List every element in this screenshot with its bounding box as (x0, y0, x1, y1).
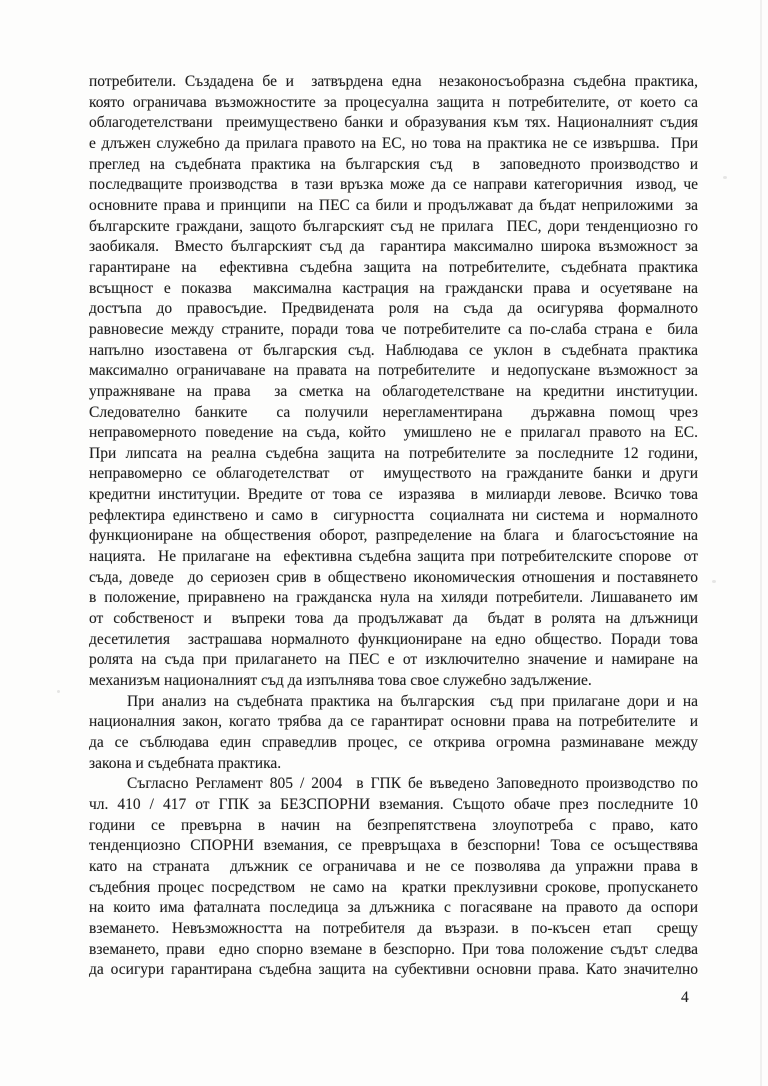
paragraph (89, 774, 698, 981)
document-text-block (89, 72, 698, 981)
text-line: националния закон, когато трябва да се гарантират основни права на потребителите и (89, 713, 698, 731)
paragraph (89, 72, 698, 692)
text-line: неправомерно се облагодетелстват от имуществото на гражданите банки и други (89, 465, 698, 483)
text-line: функциониране на обществения оборот, разпределение на блага и благосъстояние на (89, 527, 698, 545)
text-line: достъпа до правосъдие. Предвидената роля на съда да осигурява формалното (89, 300, 698, 318)
text-line: вземането. Невъзможността на потребителя да възрази. в по-късен етап срещу (89, 919, 698, 937)
scan-speck (723, 176, 727, 179)
text-line: заобикаля. Вместо българският съд да гарантира максимално широка възможност за (89, 238, 698, 256)
text-line: в положение, приравнено на гражданска нула на хиляди потребители. Лишаването им (89, 589, 698, 607)
text-line: която ограничава възможностите за процесуална защита н потребителите, от което са (89, 93, 698, 111)
text-line: рефлектира единствено и само в сигурността социалната ни система и нормалното (89, 506, 698, 524)
text-line: потребители. Създадена бе и затвърдена една незаконосъобразна съдебна практика, (89, 73, 698, 90)
text-line: съдебния процес посредством не само на кратки преклузивни срокове, пропускането (89, 878, 698, 896)
text-line: гарантиране на ефективна съдебна защита на потребителите, съдебната практика (89, 258, 698, 276)
scan-speck (712, 580, 716, 583)
text-line: вземането, прави едно спорно вземане в безспорно. При това положение съдът следва (89, 940, 698, 958)
text-line: упражняване на права за сметка на облагодетелстване на кредитни институции. (89, 382, 698, 400)
text-line: да се съблюдава един справедлив процес, се открива огромна разминаване между (89, 734, 698, 751)
text-line: да осигури гарантирана съдебна защита на субективни основни права. Като значително (89, 961, 698, 979)
page-number: 4 (681, 989, 689, 1006)
text-line: нацията. Не прилагане на ефективна съдебна защита при потребителските спорове от (89, 548, 698, 566)
text-line: Следователно банките са получили нерегламентирана държавна помощ чрез (89, 403, 698, 421)
text-line: преглед на съдебната практика на българския съд в заповедното производство и (89, 155, 698, 173)
text-line: от собственост и въпреки това да продължават да бъдат в ролята на длъжници (89, 610, 698, 628)
scan-edge-artifact (760, 0, 762, 1086)
text-line: чл. 410 / 417 от ГПК за БЕЗСПОРНИ вземания. Същото обаче през последните 10 (89, 795, 698, 813)
paragraph (89, 692, 698, 775)
text-line: закона и съдебната практика. (89, 754, 282, 772)
text-line: облагодетелствани преимуществено банки и образувания към тях. Националният съдия (89, 114, 698, 132)
text-line: кредитни институции. Вредите от това се изразява в милиарди левове. Всичко това (89, 486, 698, 504)
text-line: години се превърна в начин на безпрепятствена злоупотреба с право, като (89, 816, 698, 834)
text-line: При липсата на реална съдебна защита на потребителите за последните 12 години, (89, 444, 698, 462)
text-line: е длъжен служебно да прилага правото на ЕС, но това на практика не се извършва. При (89, 134, 698, 152)
text-line: неправомерното поведение на съда, който умишлено не е прилагал правото на ЕС. (89, 424, 698, 442)
text-line: напълно изоставена от българския съд. Наблюдава се уклон в съдебната практика (89, 341, 698, 359)
text-line: всъщност е показва максимална кастрация на граждански права и осуетяване на (89, 279, 698, 297)
text-line: При анализ на съдебната практика на българския съд при прилагане дори и на (127, 692, 698, 710)
text-line: ролята на съда при прилагането на ПЕС е от изключително значение и намиране на (89, 651, 698, 669)
text-line: максимално ограничаване на правата на потребителите и недопускане възможност за (89, 362, 698, 380)
text-line: последващите производства в тази връзка може да се направи категоричния извод, че (89, 176, 698, 194)
text-line: Съгласно Регламент 805 / 2004 в ГПК бе въведено Заповедното производство по (127, 775, 698, 793)
text-line: съда, доведе до сериозен срив в обществено икономическия отношения и поставянето (89, 568, 698, 586)
text-line: равновесие между страните, поради това че потребителите са по-слаба страна е била (89, 320, 698, 338)
text-line: механизъм националният съд да изпълнява това свое служебно задължение. (89, 672, 592, 690)
scan-speck (57, 690, 60, 693)
text-line: като на страната длъжник се ограничава и не се позволява да упражни права в (89, 857, 698, 875)
text-line: на които има фаталната последица за длъжника с погасяване на правото да оспори (89, 899, 698, 917)
text-line: десетилетия застрашава нормалното функциониране на едно общество. Поради това (89, 630, 698, 648)
text-line: българските граждани, защото българският съд не прилага ПЕС, дори тенденциозно го (89, 217, 698, 235)
text-line: тенденциозно СПОРНИ вземания, се превръщаха в безспорни! Това се осъществява (89, 837, 698, 855)
text-line: основните права и принципи на ПЕС са били и продължават да бъдат неприложими за (89, 196, 698, 214)
